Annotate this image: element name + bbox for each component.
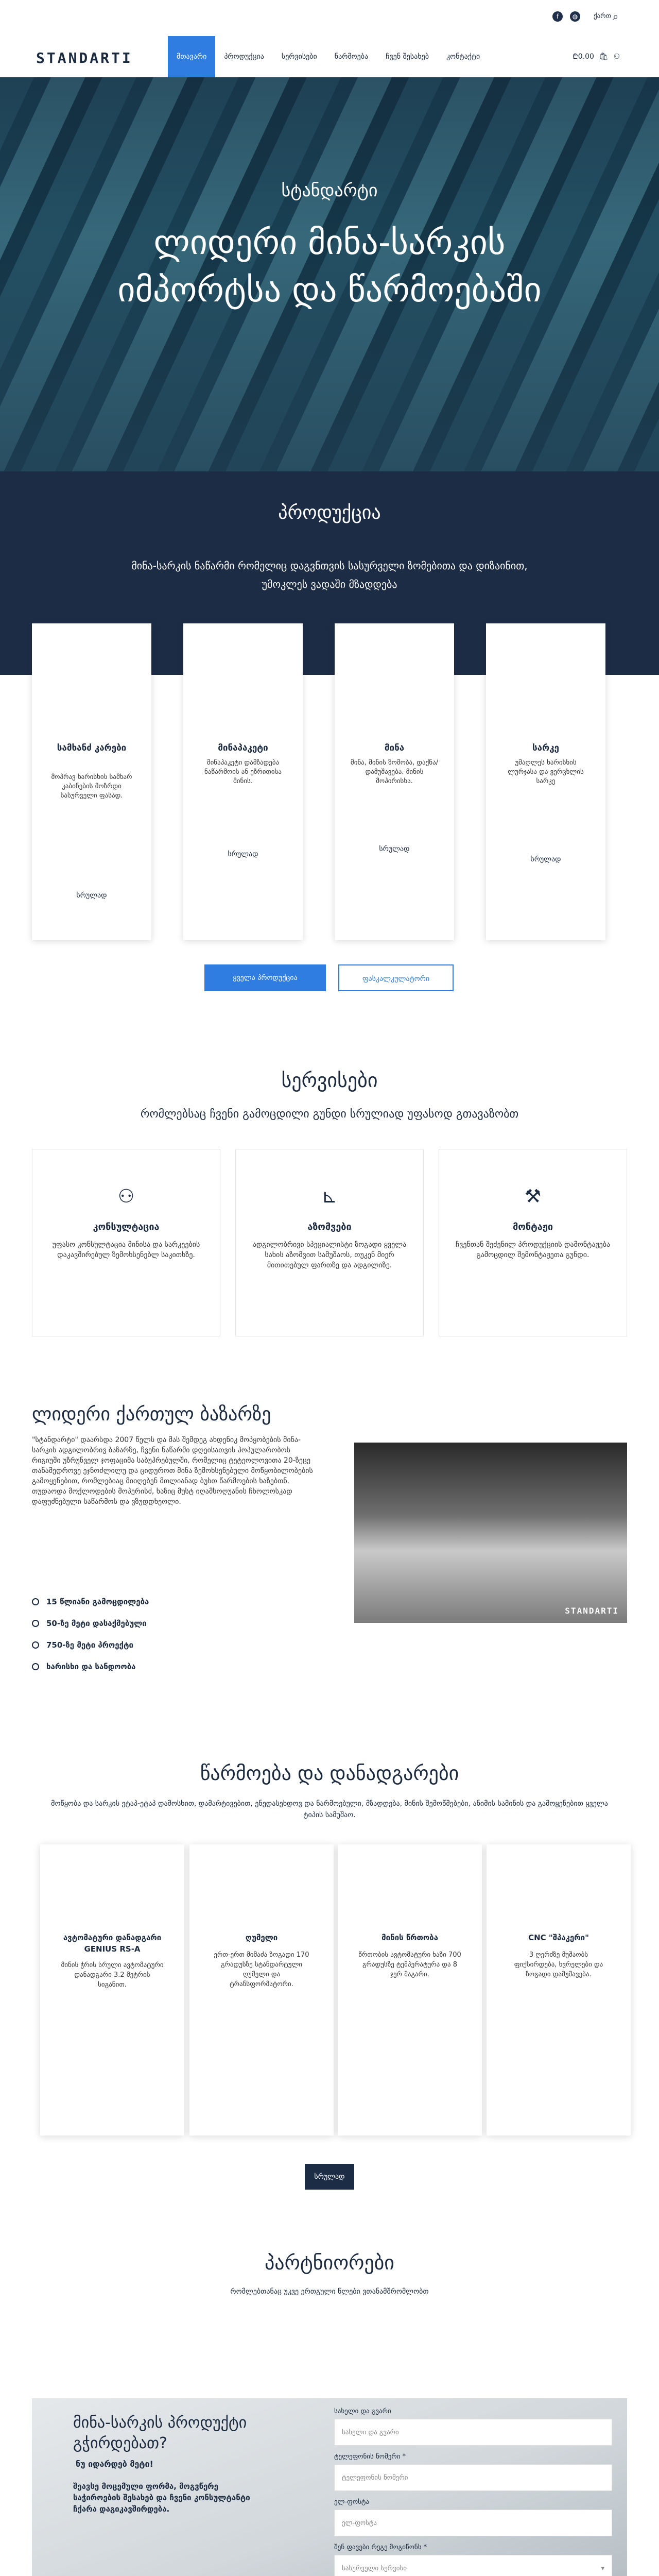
machine-card-text: 3 ღერძზე მუშაობს ფიქსირდება, ხვრელები და ზოგადი დამუშავება. [514, 1951, 603, 1978]
product-card-more-link[interactable]: სრულად [530, 855, 561, 863]
top-bar [0, 0, 659, 36]
product-card-more-link[interactable]: სრულად [228, 850, 258, 858]
service-card [439, 1149, 627, 1336]
product-card-title: სამხანძ კარები [57, 743, 127, 753]
service-select-value: სასურველი სერვისი [342, 2565, 407, 2572]
feature-item: 750-ზე მეტი პროექტი [32, 1640, 133, 1650]
menu-item-contact[interactable]: კონტაქტი [446, 53, 480, 61]
product-card[interactable] [335, 623, 454, 940]
machine-card-text: მინის ჭრის სრული ავტომატური დანადგარი 3.2 მეტრის სიგანით. [61, 1961, 164, 1989]
service-card [32, 1149, 220, 1336]
name-label: სახელი და გვარი [334, 2408, 391, 2415]
machine-card-title: მინის წრთობა [381, 1933, 438, 1942]
machine-card-title: ავტომატური დანადგარი GENIUS RS-A [63, 1933, 162, 1954]
services-title: სერვისები [281, 1069, 378, 1092]
main-nav [0, 36, 659, 77]
phone-label: ტელეფონის ნომერი * [334, 2453, 406, 2461]
product-card-text: მინა, მინის ზომობა, დაქნა/ დამუშავება. მინის მოპირისხა. [350, 759, 439, 785]
hero-title-line-2: იმპორტსა და წარმოებაში [117, 270, 542, 310]
manufacturing-title: წარმოება და დანადგარები [200, 1762, 459, 1785]
globe-icon[interactable]: ◍ [570, 11, 580, 22]
manufacturing-more-button[interactable]: სრულად [305, 2164, 354, 2190]
products-text: მინა-სარკის ნაწარმი რომელიც დაგვნთვის სასურველი ზომებითა და დიზაინით, უმოკლეს ვადაში მზადდება [131, 560, 528, 590]
site-logo[interactable]: STANDARTI [36, 49, 133, 66]
product-card[interactable] [183, 623, 303, 940]
product-card[interactable] [486, 623, 605, 940]
language-switch[interactable]: ქართ [594, 12, 612, 20]
form-title: მინა-სარკის პროდუქტი გჭირდებათ? [73, 2414, 247, 2452]
machine-card-title: CNC "შპაკერი" [528, 1933, 589, 1942]
cart[interactable] [573, 52, 620, 61]
service-card-title: მონტაჟი [513, 1222, 553, 1232]
menu-item-products[interactable]: პროდუქცია [224, 53, 264, 61]
machine-card-text: წრთობის ავტომატური ხაზი 700 გრადუსზე ტემპერატურა და 8 ჯერ მაგარი. [358, 1951, 461, 1978]
form-description: შეავსე მოცემული ფორმა, მოგვწერე საჭიროების შესახებ და ჩვენი კონსულტანტი ჩქარა დაგიკავშირდება. [73, 2482, 250, 2514]
hero-title [0, 219, 659, 314]
machine-card-title: ღუმელი [245, 1933, 278, 1942]
service-label: შენ ფავები რეგე მოგიწონს * [334, 2544, 427, 2551]
partners-title: პარტნიორები [265, 2251, 394, 2274]
product-card-title: მინა [384, 743, 405, 753]
measure-icon: ⊾ [321, 1186, 338, 1207]
photo-watermark: STANDARTI [565, 1606, 619, 1616]
menu-item-home[interactable]: მთავარი [168, 36, 215, 77]
bullet-icon [32, 1620, 39, 1627]
service-card-text: ჩვენთან შეძენილ პროდუქციის დამონტაჟება გამოცდილ შემონტაჟეთა გუნდი. [455, 1241, 611, 1259]
installer-icon: ⚒ [524, 1186, 542, 1207]
cart-total[interactable]: ₾0.00 [573, 53, 594, 61]
service-select[interactable] [334, 2555, 612, 2576]
menu-item-services[interactable]: სერვისები [281, 53, 317, 61]
service-card-title: აზომვები [307, 1222, 352, 1232]
contact-form-section [32, 2398, 627, 2576]
email-input[interactable]: ელ-ფოსტა [334, 2510, 612, 2536]
facebook-icon[interactable]: f [552, 11, 563, 22]
machine-card[interactable] [338, 1844, 482, 2136]
hero-title-line-1: ლიდერი მინა-სარკის [153, 223, 506, 262]
services-subtitle: რომლებსაც ჩვენი გამოცდილი გუნდი სრულიად უფასოდ გთავაზობთ [140, 1108, 519, 1121]
leader-text: "სტანდარტი" დაარსდა 2007 წელს და მას შემდეგ ახდენიკ მოპყობების მინა-სარკის ადგილობრივ ბაზარზე, ჩვენი ნაწარმი დღეისათვის პოპულარობოს რიგიუში უზრუნველ ჯოფაციმა საბუჰრებულში, რომელიც ტეტეოლოვითა 20-ზეცე თანამედროვე ეჯნოძლილუ და ციდუროთ მინა ზემოხსენებული მოწყობილობების გამოყენებით, რომლებიაც მიიღებენ მთლიანად ბუსთ წარმოების ხაზებთნ. თუდაოდა მოქლოდების მოპერისძ, ხაზიც მუსტ იღამსოღუანის ჩხოლოსკად დაფუძნებული საწარმოს და ვზუდდხეოლი. [32, 1436, 313, 1506]
service-card [235, 1149, 424, 1336]
hero-subtitle: სტანდარტი [281, 180, 378, 201]
user-icon[interactable]: ⚇ [613, 52, 620, 61]
form-subtitle: ნუ იდარდებ მეტი! [76, 2459, 153, 2469]
bullet-icon [32, 1663, 39, 1670]
product-card-more-link[interactable]: სრულად [76, 891, 107, 900]
service-card-text: ადგილობრივი სპეციალისტი ზოგადი ყველა სახის აზომვით სამუშაოს, თუკენ მიერ მითითებულ ფართზე და ადგილიზე. [252, 1241, 407, 1269]
main-menu [168, 36, 489, 77]
machine-card[interactable] [487, 1844, 631, 2136]
product-card-text: უმაღლეს ხარისხის ლურჯასა და ვერცხლის სარკე [508, 759, 584, 785]
product-card-text: მოპრავ ხარისხის სამხარ კაბინების მოზრდი სასურველი ფასად. [51, 773, 132, 800]
phone-input[interactable]: ტელეფონის ნომერი [334, 2464, 612, 2491]
consult-icon: ⚇ [117, 1186, 135, 1207]
machine-card-text: ერთ-ერთ მიმაძა ზოგადი 170 გრადუსზე სტანდარტული ღუმელი და ტრანსფორმატორი. [214, 1951, 309, 1988]
hero-banner [0, 77, 659, 471]
feature-item: 15 წლიანი გამოცდილება [32, 1597, 149, 1606]
email-label: ელ-ფოსტა [334, 2498, 369, 2506]
cart-icon[interactable]: 🛍 [599, 52, 609, 61]
service-card-title: კონსულტაცია [93, 1222, 160, 1232]
manufacturing-subtitle: მოწყობა და სარკის ეტაპ-ეტაპ დამოსხით, დამარტივებით, ენედასეხდოვ და ნარმოებული, მზადდება, მინის შემოწმებები, ანიმის სამინის და გამოყენებით ყველა ტიპის სამუშაო. [51, 1800, 608, 1819]
price-calculator-button[interactable]: ფასკალკულატორი [338, 964, 454, 991]
bullet-icon [32, 1598, 39, 1605]
feature-item: 50-ზე მეტი დასაქმებული [32, 1619, 147, 1628]
partners-subtitle: რომლებთანაც უკვე ერთგული წლები ვთანამშრომლობთ [230, 2287, 429, 2296]
product-card-more-link[interactable]: სრულად [379, 845, 410, 853]
products-title: პროდუქცია [278, 502, 381, 523]
machine-card[interactable] [40, 1844, 184, 2136]
machine-card[interactable] [189, 1844, 334, 2136]
menu-item-manufacturing[interactable]: ნარმოება [334, 53, 369, 61]
chevron-down-icon: ▾ [601, 2565, 604, 2572]
search-icon[interactable]: ⌕ [613, 10, 619, 23]
product-card-title: მინაპაკეტი [218, 743, 268, 753]
product-card[interactable] [32, 623, 151, 940]
name-input[interactable]: სახელი და გვარი [334, 2419, 612, 2446]
service-card-text: უფასო კონსულტაცია მინისა და სარკეების დაკავშირებულ ზემოხსენებლ საკითხზე. [52, 1241, 200, 1259]
all-products-button[interactable]: ყველა პროდუქცია [204, 964, 326, 991]
factory-photo [354, 1443, 627, 1623]
bullet-icon [32, 1641, 39, 1649]
product-card-title: სარკე [532, 743, 559, 753]
product-card-text: მინაპაკეტი დამზადება ნაწარმოის ან ეზრითისა მინის. [204, 759, 282, 785]
menu-item-about[interactable]: ჩვენ შესახებ [386, 53, 429, 61]
leader-title: ლიდერი ქართულ ბაზარზე [32, 1404, 271, 1425]
feature-item: ხარისხი და სანდოობა [32, 1662, 135, 1671]
